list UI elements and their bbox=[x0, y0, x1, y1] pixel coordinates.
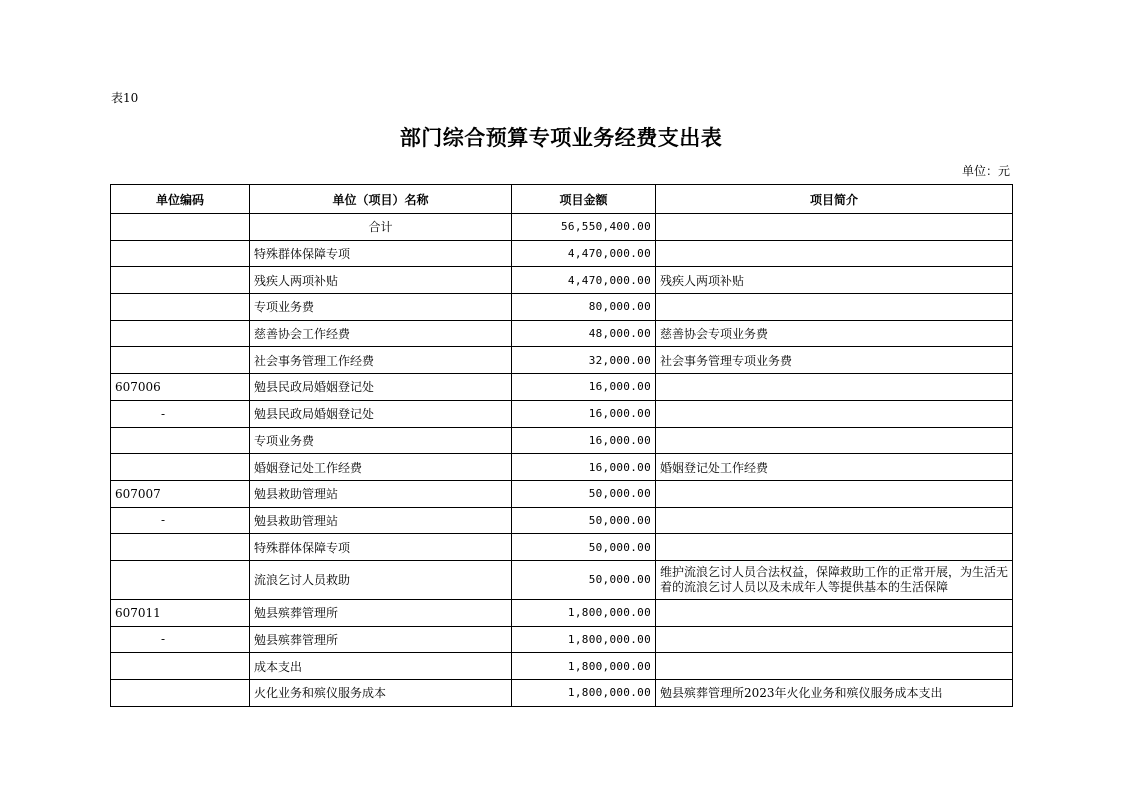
cell-amount: 1,800,000.00 bbox=[512, 680, 656, 707]
cell-description bbox=[656, 374, 1013, 401]
cell-description bbox=[656, 626, 1013, 653]
cell-item-name: 特殊群体保障专项 bbox=[250, 534, 512, 561]
column-header-name: 单位（项目）名称 bbox=[250, 185, 512, 214]
budget-table bbox=[110, 184, 1013, 707]
cell-unit-code bbox=[111, 347, 250, 374]
table-row bbox=[111, 454, 1013, 481]
cell-unit-code: 607007 bbox=[111, 480, 250, 507]
cell-description bbox=[656, 507, 1013, 534]
cell-unit-code bbox=[111, 427, 250, 454]
cell-amount: 48,000.00 bbox=[512, 320, 656, 347]
table-row bbox=[111, 653, 1013, 680]
table-row bbox=[111, 560, 1013, 599]
cell-item-name: 专项业务费 bbox=[250, 294, 512, 321]
cell-amount: 1,800,000.00 bbox=[512, 599, 656, 626]
table-row bbox=[111, 480, 1013, 507]
cell-item-name: 慈善协会工作经费 bbox=[250, 320, 512, 347]
cell-item-name: 特殊群体保障专项 bbox=[250, 240, 512, 267]
cell-amount: 1,800,000.00 bbox=[512, 626, 656, 653]
column-header-code: 单位编码 bbox=[111, 185, 250, 214]
cell-item-name: 勉县救助管理站 bbox=[250, 507, 512, 534]
cell-unit-code: - bbox=[111, 400, 250, 427]
cell-amount: 80,000.00 bbox=[512, 294, 656, 321]
cell-unit-code bbox=[111, 320, 250, 347]
cell-description: 勉县殡葬管理所2023年火化业务和殡仪服务成本支出 bbox=[656, 680, 1013, 707]
cell-item-name: 勉县救助管理站 bbox=[250, 480, 512, 507]
cell-item-name: 合计 bbox=[250, 214, 512, 241]
cell-unit-code bbox=[111, 680, 250, 707]
cell-unit-code bbox=[111, 560, 250, 599]
cell-description: 婚姻登记处工作经费 bbox=[656, 454, 1013, 481]
cell-description bbox=[656, 599, 1013, 626]
cell-amount: 50,000.00 bbox=[512, 560, 656, 599]
cell-description: 残疾人两项补贴 bbox=[656, 267, 1013, 294]
cell-item-name: 专项业务费 bbox=[250, 427, 512, 454]
cell-description bbox=[656, 427, 1013, 454]
cell-item-name: 成本支出 bbox=[250, 653, 512, 680]
cell-unit-code: - bbox=[111, 626, 250, 653]
table-row bbox=[111, 214, 1013, 241]
table-body bbox=[111, 214, 1013, 707]
cell-item-name: 社会事务管理工作经费 bbox=[250, 347, 512, 374]
cell-item-name: 流浪乞讨人员救助 bbox=[250, 560, 512, 599]
cell-description: 慈善协会专项业务费 bbox=[656, 320, 1013, 347]
table-row bbox=[111, 294, 1013, 321]
cell-unit-code bbox=[111, 534, 250, 561]
column-header-amount: 项目金额 bbox=[512, 185, 656, 214]
table-row bbox=[111, 347, 1013, 374]
cell-amount: 16,000.00 bbox=[512, 454, 656, 481]
table-row bbox=[111, 374, 1013, 401]
cell-amount: 16,000.00 bbox=[512, 374, 656, 401]
cell-item-name: 勉县殡葬管理所 bbox=[250, 599, 512, 626]
cell-unit-code: 607011 bbox=[111, 599, 250, 626]
cell-item-name: 勉县殡葬管理所 bbox=[250, 626, 512, 653]
cell-item-name: 勉县民政局婚姻登记处 bbox=[250, 400, 512, 427]
cell-unit-code: 607006 bbox=[111, 374, 250, 401]
cell-unit-code bbox=[111, 214, 250, 241]
cell-unit-code bbox=[111, 240, 250, 267]
cell-unit-code bbox=[111, 294, 250, 321]
cell-amount: 50,000.00 bbox=[512, 507, 656, 534]
sheet-label: 表10 bbox=[111, 91, 139, 105]
cell-unit-code: - bbox=[111, 507, 250, 534]
cell-description: 社会事务管理专项业务费 bbox=[656, 347, 1013, 374]
table-row bbox=[111, 680, 1013, 707]
table-row bbox=[111, 400, 1013, 427]
cell-unit-code bbox=[111, 653, 250, 680]
cell-amount: 16,000.00 bbox=[512, 427, 656, 454]
table-row bbox=[111, 320, 1013, 347]
table-row bbox=[111, 507, 1013, 534]
cell-amount: 50,000.00 bbox=[512, 480, 656, 507]
unit-label: 单位：元 bbox=[961, 164, 1010, 178]
cell-amount: 32,000.00 bbox=[512, 347, 656, 374]
cell-item-name: 婚姻登记处工作经费 bbox=[250, 454, 512, 481]
cell-description bbox=[656, 480, 1013, 507]
column-header-desc: 项目简介 bbox=[656, 185, 1013, 214]
table-row bbox=[111, 626, 1013, 653]
cell-description bbox=[656, 400, 1013, 427]
table-row bbox=[111, 534, 1013, 561]
cell-description bbox=[656, 240, 1013, 267]
table-row bbox=[111, 599, 1013, 626]
page-title: 部门综合预算专项业务经费支出表 bbox=[399, 125, 723, 150]
cell-description bbox=[656, 294, 1013, 321]
cell-amount: 16,000.00 bbox=[512, 400, 656, 427]
cell-item-name: 火化业务和殡仪服务成本 bbox=[250, 680, 512, 707]
cell-unit-code bbox=[111, 454, 250, 481]
cell-description: 维护流浪乞讨人员合法权益，保障救助工作的正常开展，为生活无着的流浪乞讨人员以及未成年人等提供基本的生活保障 bbox=[656, 560, 1013, 599]
cell-description bbox=[656, 534, 1013, 561]
cell-description bbox=[656, 653, 1013, 680]
table-header-row bbox=[111, 185, 1013, 214]
cell-amount: 50,000.00 bbox=[512, 534, 656, 561]
cell-unit-code bbox=[111, 267, 250, 294]
cell-amount: 4,470,000.00 bbox=[512, 240, 656, 267]
cell-amount: 56,550,400.00 bbox=[512, 214, 656, 241]
table-row bbox=[111, 240, 1013, 267]
table-row bbox=[111, 427, 1013, 454]
cell-item-name: 勉县民政局婚姻登记处 bbox=[250, 374, 512, 401]
cell-amount: 1,800,000.00 bbox=[512, 653, 656, 680]
cell-item-name: 残疾人两项补贴 bbox=[250, 267, 512, 294]
table-row bbox=[111, 267, 1013, 294]
cell-description bbox=[656, 214, 1013, 241]
cell-amount: 4,470,000.00 bbox=[512, 267, 656, 294]
